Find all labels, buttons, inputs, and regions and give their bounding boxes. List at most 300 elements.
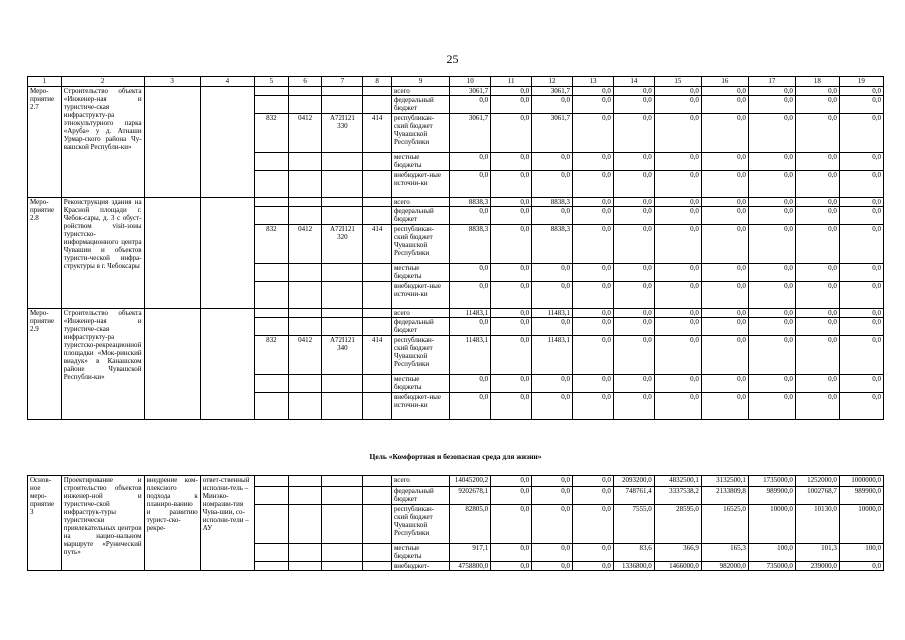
amount-cell: 0,0 — [839, 562, 883, 571]
amount-cell: 0,0 — [613, 309, 654, 318]
budget-code: А72I121 330 — [322, 114, 363, 153]
budget-code — [288, 309, 322, 318]
funding-source: внебюджет-ные источни-ки — [391, 282, 449, 309]
budget-code — [254, 375, 288, 393]
amount-cell: 0,0 — [701, 225, 748, 264]
budget-code — [322, 375, 363, 393]
amount-cell: 0,0 — [532, 562, 573, 571]
budget-code — [363, 198, 392, 207]
budget-code: 832 — [254, 225, 288, 264]
budget-code: 414 — [363, 336, 392, 375]
amount-cell: 0,0 — [839, 375, 883, 393]
amount-cell: 0,0 — [654, 198, 701, 207]
budget-code — [363, 282, 392, 309]
amount-cell: 0,0 — [748, 309, 795, 318]
budget-code — [322, 153, 363, 171]
page-number: 25 — [446, 52, 459, 66]
amount-cell: 0,0 — [839, 87, 883, 96]
amount-cell: 0,0 — [795, 171, 839, 198]
column-number-row — [28, 77, 884, 87]
amount-cell: 0,0 — [491, 264, 532, 282]
amount-cell: 0,0 — [701, 318, 748, 336]
amount-cell: 4832500,1 — [654, 476, 701, 487]
funding-source: республикан-ский бюджет Чувашской Республики — [391, 336, 449, 375]
amount-cell: 0,0 — [450, 264, 491, 282]
column-number-header: 10 — [450, 77, 491, 87]
budget-code — [254, 198, 288, 207]
amount-cell: 0,0 — [491, 544, 532, 562]
funding-source: федеральный бюджет — [391, 207, 449, 225]
budget-code — [254, 87, 288, 96]
funding-source: местные бюджеты — [391, 264, 449, 282]
amount-cell: 0,0 — [532, 476, 573, 487]
amount-cell: 0,0 — [795, 207, 839, 225]
amount-cell: 0,0 — [491, 336, 532, 375]
amount-cell: 3132500,1 — [701, 476, 748, 487]
amount-cell: 0,0 — [748, 171, 795, 198]
budget-code — [322, 318, 363, 336]
budget-code — [363, 318, 392, 336]
amount-cell: 0,0 — [654, 336, 701, 375]
amount-cell: 0,0 — [491, 393, 532, 420]
amount-cell: 0,0 — [795, 198, 839, 207]
amount-cell: 8838,3 — [532, 198, 573, 207]
amount-cell: 0,0 — [795, 282, 839, 309]
amount-cell: 0,0 — [613, 336, 654, 375]
budget-code — [363, 153, 392, 171]
budget-table-upper — [27, 76, 884, 420]
executor — [200, 87, 254, 198]
amount-cell: 0,0 — [839, 282, 883, 309]
amount-cell: 0,0 — [491, 225, 532, 264]
amount-cell: 0,0 — [748, 282, 795, 309]
executor — [200, 198, 254, 309]
budget-code — [363, 171, 392, 198]
amount-cell: 1252000,0 — [795, 476, 839, 487]
budget-code — [254, 282, 288, 309]
amount-cell: 0,0 — [654, 114, 701, 153]
budget-code — [254, 207, 288, 225]
amount-cell: 0,0 — [795, 87, 839, 96]
budget-code — [288, 264, 322, 282]
amount-cell: 917,1 — [450, 544, 491, 562]
amount-cell: 0,0 — [748, 264, 795, 282]
amount-cell: 0,0 — [450, 207, 491, 225]
budget-code — [322, 476, 363, 487]
amount-cell: 0,0 — [701, 375, 748, 393]
amount-cell: 0,0 — [491, 114, 532, 153]
amount-cell: 0,0 — [748, 96, 795, 114]
amount-cell: 0,0 — [701, 87, 748, 96]
amount-cell: 0,0 — [839, 153, 883, 171]
amount-cell: 0,0 — [613, 114, 654, 153]
amount-cell: 0,0 — [654, 171, 701, 198]
amount-cell: 989900,0 — [748, 487, 795, 505]
budget-code: 832 — [254, 336, 288, 375]
funding-source: федеральный бюджет — [391, 487, 449, 505]
amount-cell: 0,0 — [839, 171, 883, 198]
budget-code — [288, 207, 322, 225]
budget-code — [322, 87, 363, 96]
amount-cell: 0,0 — [613, 153, 654, 171]
target-indicator — [144, 87, 200, 198]
budget-code — [254, 153, 288, 171]
amount-cell: 0,0 — [572, 114, 613, 153]
amount-cell: 0,0 — [701, 207, 748, 225]
amount-cell: 0,0 — [532, 171, 573, 198]
amount-cell: 0,0 — [701, 393, 748, 420]
table-row — [28, 87, 884, 96]
amount-cell: 0,0 — [701, 153, 748, 171]
amount-cell: 0,0 — [491, 198, 532, 207]
budget-code — [322, 393, 363, 420]
amount-cell: 0,0 — [654, 225, 701, 264]
amount-cell: 0,0 — [450, 282, 491, 309]
funding-source: федеральный бюджет — [391, 96, 449, 114]
budget-code — [322, 198, 363, 207]
amount-cell: 0,0 — [795, 153, 839, 171]
amount-cell: 0,0 — [450, 153, 491, 171]
amount-cell: 0,0 — [839, 264, 883, 282]
column-number-header: 8 — [363, 77, 392, 87]
amount-cell: 0,0 — [839, 309, 883, 318]
amount-cell: 0,0 — [701, 198, 748, 207]
column-number-header: 12 — [532, 77, 573, 87]
amount-cell: 1336800,0 — [613, 562, 654, 571]
column-number-header: 18 — [795, 77, 839, 87]
amount-cell: 0,0 — [701, 309, 748, 318]
budget-code — [288, 282, 322, 309]
amount-cell: 0,0 — [748, 336, 795, 375]
amount-cell: 16525,0 — [701, 505, 748, 544]
amount-cell: 165,3 — [701, 544, 748, 562]
amount-cell: 735000,0 — [748, 562, 795, 571]
amount-cell: 0,0 — [654, 264, 701, 282]
amount-cell: 0,0 — [839, 207, 883, 225]
amount-cell: 0,0 — [572, 282, 613, 309]
amount-cell: 0,0 — [450, 96, 491, 114]
amount-cell: 0,0 — [532, 505, 573, 544]
funding-source: всего — [391, 309, 449, 318]
budget-table-lower — [27, 475, 884, 571]
amount-cell: 0,0 — [654, 96, 701, 114]
amount-cell: 4758800,0 — [450, 562, 491, 571]
amount-cell: 366,9 — [654, 544, 701, 562]
amount-cell: 11483,1 — [532, 309, 573, 318]
amount-cell: 100,0 — [748, 544, 795, 562]
funding-source: внебюджет- — [391, 562, 449, 571]
amount-cell: 28595,0 — [654, 505, 701, 544]
amount-cell: 0,0 — [450, 393, 491, 420]
budget-code — [288, 318, 322, 336]
amount-cell: 0,0 — [654, 318, 701, 336]
amount-cell: 8838,3 — [450, 225, 491, 264]
budget-code — [288, 505, 322, 544]
budget-code: 414 — [363, 225, 392, 264]
amount-cell: 0,0 — [450, 375, 491, 393]
column-number-header: 13 — [572, 77, 613, 87]
budget-code — [288, 393, 322, 420]
amount-cell: 989900,0 — [839, 487, 883, 505]
amount-cell: 0,0 — [748, 207, 795, 225]
column-number-header: 1 — [28, 77, 62, 87]
amount-cell: 0,0 — [613, 207, 654, 225]
amount-cell: 0,0 — [701, 96, 748, 114]
amount-cell: 8838,3 — [450, 198, 491, 207]
budget-code — [254, 171, 288, 198]
column-number-header: 9 — [391, 77, 449, 87]
budget-code — [363, 309, 392, 318]
budget-code: А72I121 340 — [322, 336, 363, 375]
amount-cell: 0,0 — [572, 393, 613, 420]
measure-id: Меро-приятие 2.9 — [28, 309, 62, 420]
budget-code — [254, 96, 288, 114]
funding-source: местные бюджеты — [391, 153, 449, 171]
budget-code — [254, 264, 288, 282]
amount-cell: 0,0 — [701, 114, 748, 153]
amount-cell: 0,0 — [491, 562, 532, 571]
amount-cell: 0,0 — [491, 171, 532, 198]
amount-cell: 10000,0 — [748, 505, 795, 544]
amount-cell: 0,0 — [491, 318, 532, 336]
budget-code — [363, 476, 392, 487]
amount-cell: 0,0 — [491, 309, 532, 318]
amount-cell: 239000,0 — [795, 562, 839, 571]
amount-cell: 11483,1 — [450, 309, 491, 318]
executor: ответ-ственный исполни-тель – Минэко-номразви-тия Чува-шии, со-исполни-тели – АУ — [200, 476, 254, 571]
funding-source: республикан-ский бюджет Чувашской Республики — [391, 114, 449, 153]
amount-cell: 0,0 — [532, 96, 573, 114]
amount-cell: 0,0 — [613, 282, 654, 309]
amount-cell: 82805,0 — [450, 505, 491, 544]
budget-code: 0412 — [288, 114, 322, 153]
amount-cell: 0,0 — [701, 336, 748, 375]
budget-code — [363, 87, 392, 96]
amount-cell: 0,0 — [795, 375, 839, 393]
amount-cell: 1000000,0 — [839, 476, 883, 487]
amount-cell: 0,0 — [748, 375, 795, 393]
amount-cell: 0,0 — [532, 207, 573, 225]
amount-cell: 0,0 — [532, 318, 573, 336]
funding-source: всего — [391, 87, 449, 96]
budget-code — [322, 171, 363, 198]
amount-cell: 0,0 — [450, 171, 491, 198]
budget-code — [254, 476, 288, 487]
amount-cell: 748761,4 — [613, 487, 654, 505]
column-number-header: 14 — [613, 77, 654, 87]
budget-code — [322, 207, 363, 225]
amount-cell: 7555,0 — [613, 505, 654, 544]
amount-cell: 0,0 — [491, 96, 532, 114]
budget-code — [288, 476, 322, 487]
column-number-header: 19 — [839, 77, 883, 87]
amount-cell: 0,0 — [654, 153, 701, 171]
budget-code — [322, 96, 363, 114]
amount-cell: 0,0 — [532, 393, 573, 420]
amount-cell: 0,0 — [572, 336, 613, 375]
budget-code — [288, 487, 322, 505]
amount-cell: 2093200,0 — [613, 476, 654, 487]
budget-code — [288, 171, 322, 198]
budget-code: 414 — [363, 114, 392, 153]
amount-cell: 0,0 — [748, 198, 795, 207]
amount-cell: 0,0 — [654, 375, 701, 393]
amount-cell: 0,0 — [572, 96, 613, 114]
funding-source: всего — [391, 476, 449, 487]
amount-cell: 3337538,2 — [654, 487, 701, 505]
amount-cell: 0,0 — [613, 171, 654, 198]
amount-cell: 0,0 — [839, 336, 883, 375]
amount-cell: 0,0 — [654, 309, 701, 318]
amount-cell: 0,0 — [572, 153, 613, 171]
amount-cell: 0,0 — [532, 487, 573, 505]
amount-cell: 0,0 — [491, 153, 532, 171]
budget-code — [363, 505, 392, 544]
goal-heading: Цель «Комфортная и безопасная среда для жизни» — [369, 452, 542, 461]
funding-source: внебюджет-ные источни-ки — [391, 393, 449, 420]
amount-cell: 3061,7 — [532, 87, 573, 96]
funding-source: местные бюджеты — [391, 544, 449, 562]
amount-cell: 0,0 — [613, 87, 654, 96]
amount-cell: 0,0 — [748, 153, 795, 171]
measure-name: Проектирование и строительство объектов инженер-ной и туристиче-ской инфраструк-туры туристически привлекательных центров на нацио-нальном маршруте «Рунический путь» — [61, 476, 144, 571]
amount-cell: 0,0 — [613, 225, 654, 264]
amount-cell: 3061,7 — [450, 114, 491, 153]
amount-cell: 0,0 — [532, 264, 573, 282]
funding-source: республикан-ский бюджет Чувашской Республики — [391, 505, 449, 544]
budget-code — [322, 562, 363, 571]
budget-code — [322, 487, 363, 505]
amount-cell: 0,0 — [613, 264, 654, 282]
amount-cell: 0,0 — [491, 282, 532, 309]
amount-cell: 0,0 — [795, 225, 839, 264]
amount-cell: 0,0 — [795, 336, 839, 375]
budget-code — [322, 264, 363, 282]
budget-code — [322, 544, 363, 562]
amount-cell: 0,0 — [532, 153, 573, 171]
amount-cell: 0,0 — [572, 264, 613, 282]
funding-source: федеральный бюджет — [391, 318, 449, 336]
amount-cell: 0,0 — [491, 476, 532, 487]
amount-cell: 10130,0 — [795, 505, 839, 544]
amount-cell: 11483,1 — [532, 336, 573, 375]
budget-code — [288, 562, 322, 571]
budget-code — [363, 207, 392, 225]
budget-code — [254, 318, 288, 336]
funding-source: республикан-ский бюджет Чувашской Республики — [391, 225, 449, 264]
amount-cell: 0,0 — [532, 544, 573, 562]
amount-cell: 0,0 — [532, 375, 573, 393]
amount-cell: 0,0 — [839, 198, 883, 207]
amount-cell: 0,0 — [491, 87, 532, 96]
target-indicator — [144, 309, 200, 420]
budget-code — [254, 393, 288, 420]
amount-cell: 0,0 — [748, 318, 795, 336]
budget-code — [288, 87, 322, 96]
amount-cell: 0,0 — [654, 207, 701, 225]
budget-code — [363, 544, 392, 562]
amount-cell: 1735000,0 — [748, 476, 795, 487]
amount-cell: 8838,3 — [532, 225, 573, 264]
column-number-header: 7 — [322, 77, 363, 87]
amount-cell: 0,0 — [839, 96, 883, 114]
measure-name: Строительство объекта «Инженер-ная и туристиче-ская инфраструкту-ра туристско-рекреационной площадки «Мок-ринский виадук» в Канашском районе Чувашской Республи-ки» — [61, 309, 144, 420]
budget-code: 832 — [254, 114, 288, 153]
amount-cell: 0,0 — [795, 318, 839, 336]
amount-cell: 0,0 — [572, 87, 613, 96]
budget-code — [288, 96, 322, 114]
amount-cell: 0,0 — [491, 505, 532, 544]
amount-cell: 0,0 — [613, 96, 654, 114]
amount-cell: 0,0 — [613, 198, 654, 207]
target-indicator: внедрение ком-плексного подхода к планиро-ванию и развитию турист-ско-рекре- — [144, 476, 200, 571]
amount-cell: 0,0 — [795, 96, 839, 114]
amount-cell: 0,0 — [654, 282, 701, 309]
budget-code — [363, 96, 392, 114]
amount-cell: 0,0 — [795, 309, 839, 318]
budget-code — [254, 562, 288, 571]
amount-cell: 100,0 — [839, 544, 883, 562]
amount-cell: 83,6 — [613, 544, 654, 562]
amount-cell: 10000,0 — [839, 505, 883, 544]
amount-cell: 0,0 — [748, 87, 795, 96]
budget-code — [363, 393, 392, 420]
amount-cell: 0,0 — [572, 505, 613, 544]
amount-cell: 2133809,8 — [701, 487, 748, 505]
amount-cell: 0,0 — [491, 487, 532, 505]
amount-cell: 982000,0 — [701, 562, 748, 571]
amount-cell: 0,0 — [613, 318, 654, 336]
budget-code — [254, 487, 288, 505]
column-number-header: 17 — [748, 77, 795, 87]
table-row — [28, 309, 884, 318]
budget-code — [254, 544, 288, 562]
executor — [200, 309, 254, 420]
column-number-header: 6 — [288, 77, 322, 87]
amount-cell: 0,0 — [572, 171, 613, 198]
budget-code — [363, 487, 392, 505]
budget-code — [322, 309, 363, 318]
amount-cell: 0,0 — [654, 87, 701, 96]
amount-cell: 0,0 — [701, 264, 748, 282]
funding-source: местные бюджеты — [391, 375, 449, 393]
budget-code — [288, 153, 322, 171]
amount-cell: 0,0 — [572, 476, 613, 487]
amount-cell: 0,0 — [748, 114, 795, 153]
amount-cell: 11483,1 — [450, 336, 491, 375]
table-row — [28, 476, 884, 487]
budget-code — [254, 505, 288, 544]
budget-code — [363, 264, 392, 282]
budget-code — [288, 375, 322, 393]
amount-cell: 14045200,2 — [450, 476, 491, 487]
amount-cell: 0,0 — [572, 309, 613, 318]
amount-cell: 0,0 — [839, 225, 883, 264]
measure-name: Реконструкция здания на Красной площади г. Чебок-сары, д. 3 с обуст-ройством visit-зоны туристско-информационного центра Чувашии и объектов туристи-ческой инфра-структуры в г. Чебоксары — [61, 198, 144, 309]
amount-cell: 0,0 — [613, 375, 654, 393]
amount-cell: 1002768,7 — [795, 487, 839, 505]
measure-id: Основ-ное меро-приятие 3 — [28, 476, 62, 571]
amount-cell: 0,0 — [795, 393, 839, 420]
budget-code: 0412 — [288, 225, 322, 264]
amount-cell: 0,0 — [701, 282, 748, 309]
amount-cell: 0,0 — [748, 393, 795, 420]
amount-cell: 0,0 — [654, 393, 701, 420]
budget-code — [288, 544, 322, 562]
column-number-header: 3 — [144, 77, 200, 87]
amount-cell: 0,0 — [748, 225, 795, 264]
amount-cell: 3061,7 — [532, 114, 573, 153]
